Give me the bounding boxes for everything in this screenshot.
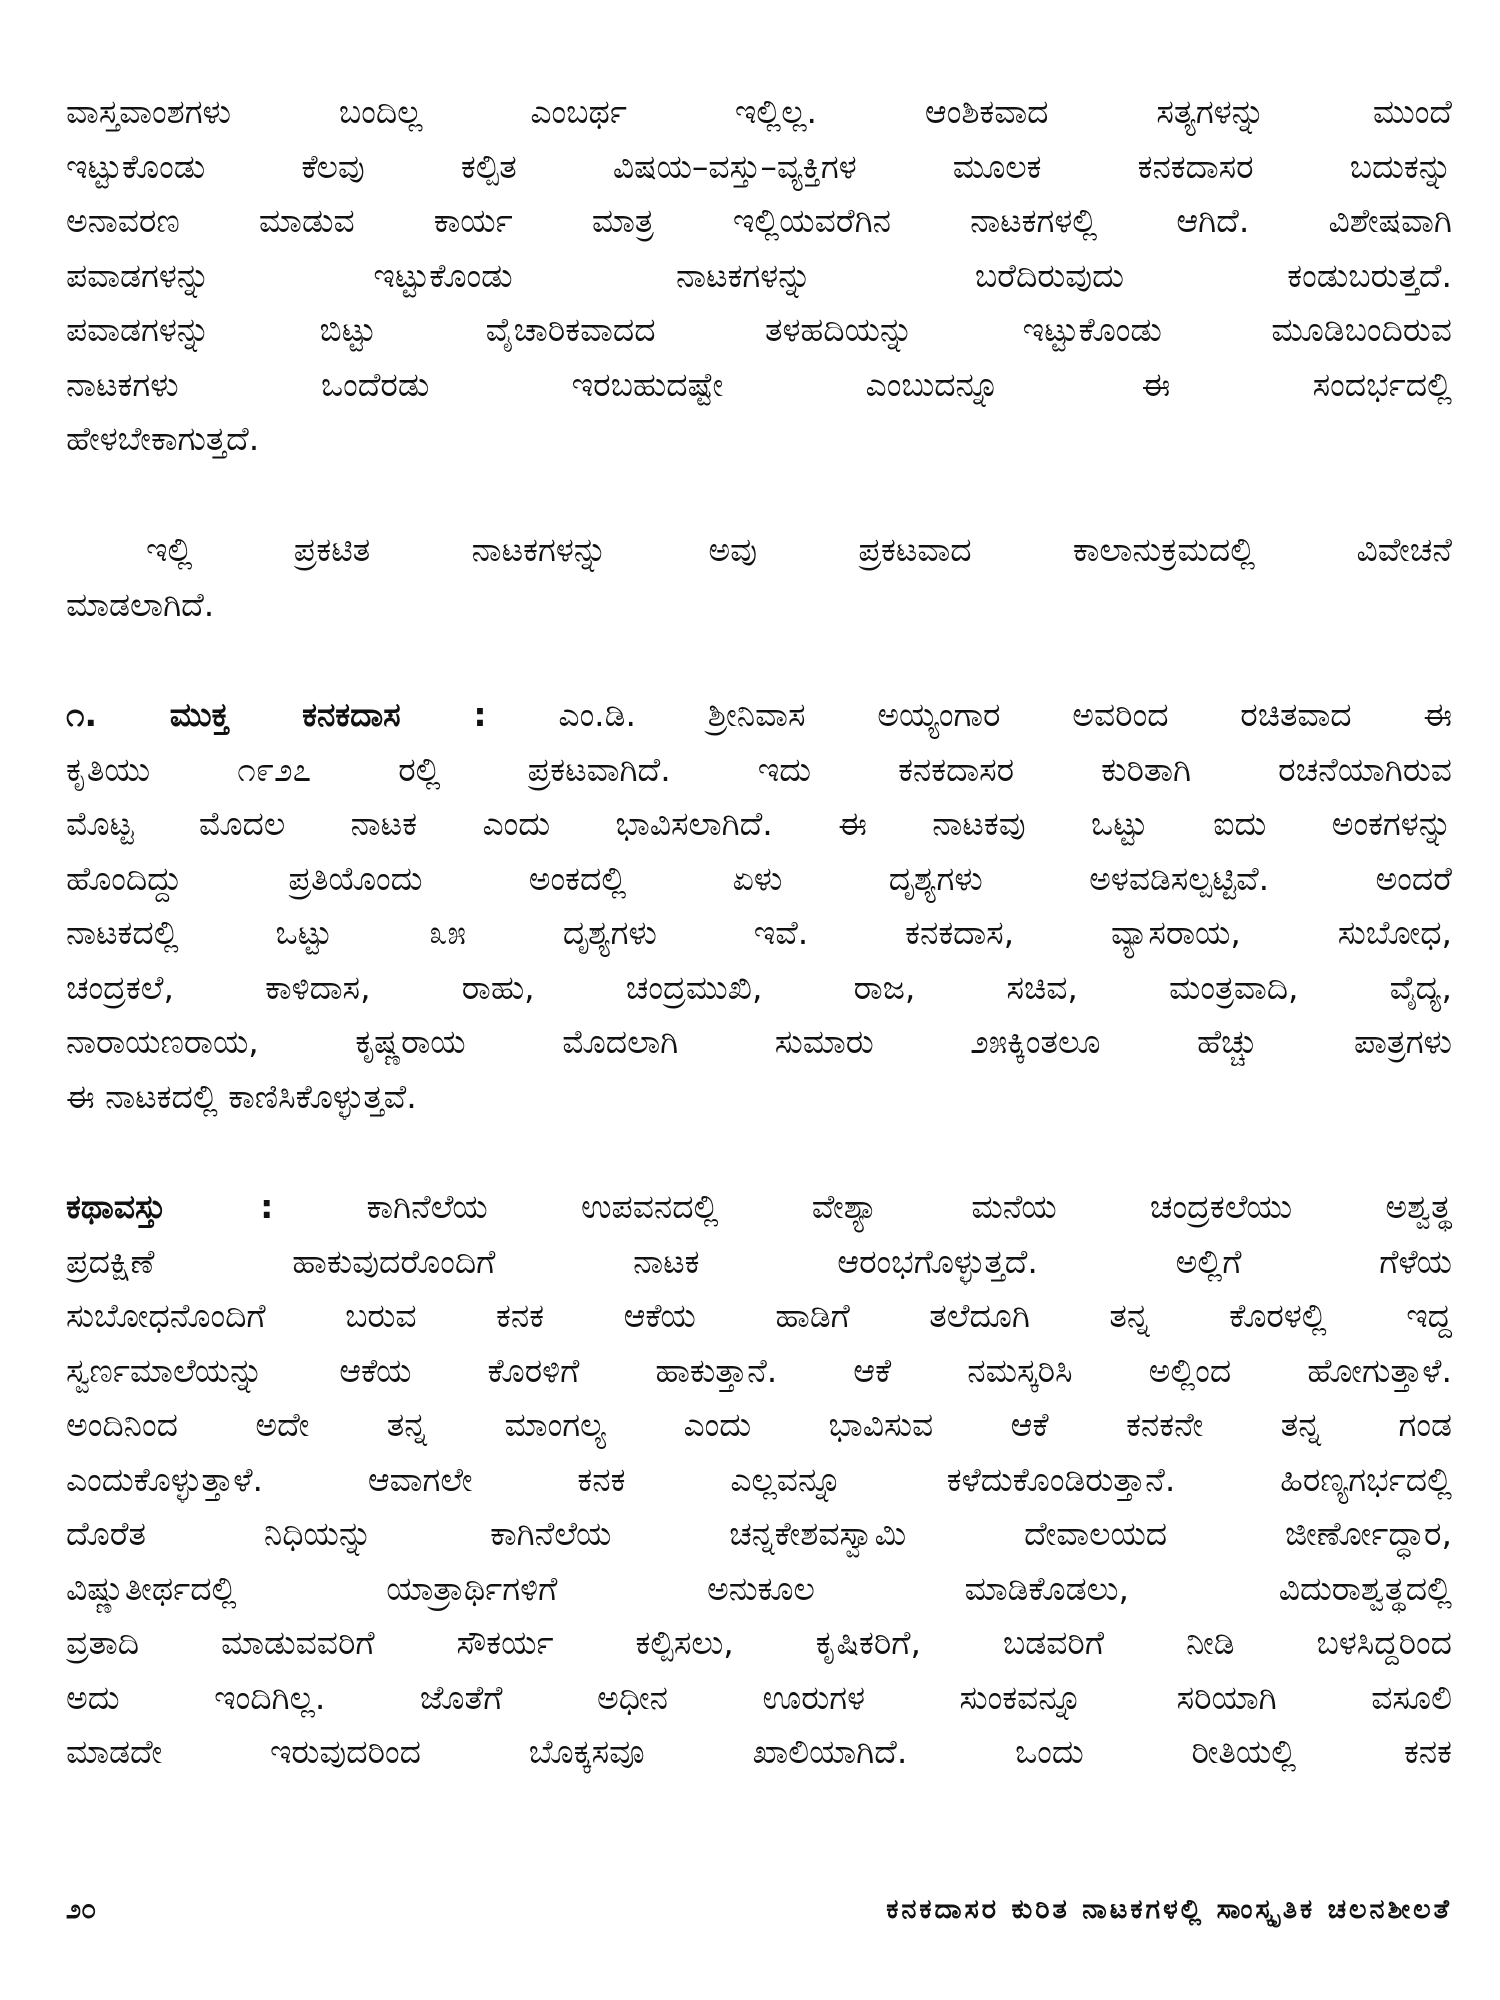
text-line: ಪ್ರದಕ್ಷಿಣೆ ಹಾಕುವುದರೊಂದಿಗೆ ನಾಟಕ ಆರಂಭಗೊಳ್ಳುತ್ತದೆ. ಅಲ್ಲಿಗೆ ಗೆಳೆಯ <box>66 1241 1452 1281</box>
paragraph-plot <box>66 1180 1452 1780</box>
running-title: ಕನಕದಾಸರ ಕುರಿತ ನಾಟಕಗಳಲ್ಲಿ ಸಾಂಸ್ಕೃತಿಕ ಚಲನಶೀಲತೆ <box>886 1894 1452 1925</box>
text-line: ಹೇಳಬೇಕಾಗುತ್ತದೆ. <box>66 419 260 458</box>
text-line: ಈ ನಾಟಕದಲ್ಲಿ ಕಾಣಿಸಿಕೊಳ್ಳುತ್ತವೆ. <box>66 1076 417 1116</box>
text-line: ನಾರಾಯಣರಾಯ, ಕೃಷ್ಣರಾಯ ಮೊದಲಾಗಿ ಸುಮಾರು ೨೫ಕ್ಕಿಂತಲೂ ಹೆಚ್ಚು ಪಾತ್ರಗಳು <box>66 1022 1452 1061</box>
text-line: ವ್ರತಾದಿ ಮಾಡುವವರಿಗೆ ಸೌಕರ್ಯ ಕಲ್ಪಿಸಲು, ಕೃಷಿಕರಿಗೆ, ಬಡವರಿಗೆ ನೀಡಿ ಬಳಸಿದ್ದರಿಂದ <box>66 1623 1452 1662</box>
text-line: ವಿಷ್ಣುತೀರ್ಥದಲ್ಲಿ ಯಾತ್ರಾರ್ಥಿಗಳಿಗೆ ಅನುಕೂಲ ಮಾಡಿಕೊಡಲು, ವಿದುರಾಶ್ವತ್ಥದಲ್ಲಿ <box>66 1568 1452 1608</box>
text-span: ಕಾಗಿನೆಲೆಯ ಉಪವನದಲ್ಲಿ ವೇಶ್ಯಾ ಮನೆಯ ಚಂದ್ರಕಲೆಯು ಅಶ್ವತ್ಥ <box>273 1187 1452 1226</box>
text-line: ಸುಬೋಧನೊಂದಿಗೆ ಬರುವ ಕನಕ ಆಕೆಯ ಹಾಡಿಗೆ ತಲೆದೂಗಿ ತನ್ನ ಕೊರಳಲ್ಲಿ ಇದ್ದ <box>66 1296 1452 1335</box>
section-heading: ೧. ಮುಕ್ತ ಕನಕದಾಸ : <box>66 695 487 734</box>
text-line: ಪವಾಡಗಳನ್ನು ಇಟ್ಟುಕೊಂಡು ನಾಟಕಗಳನ್ನು ಬರೆದಿರುವುದು ಕಂಡುಬರುತ್ತದೆ. <box>66 255 1452 295</box>
text-line: ನಾಟಕದಲ್ಲಿ ಒಟ್ಟು ೩೫ ದೃಶ್ಯಗಳು ಇವೆ. ಕನಕದಾಸ, ವ್ಯಾಸರಾಯ, ಸುಬೋಧ, <box>66 913 1452 952</box>
text-line: ಸ್ವರ್ಣಮಾಲೆಯನ್ನು ಆಕೆಯ ಕೊರಳಿಗೆ ಹಾಕುತ್ತಾನೆ. ಆಕೆ ನಮಸ್ಕರಿಸಿ ಅಲ್ಲಿಂದ ಹೋಗುತ್ತಾಳೆ. <box>66 1350 1452 1390</box>
text-line: ದೊರೆತ ನಿಧಿಯನ್ನು ಕಾಗಿನೆಲೆಯ ಚನ್ನಕೇಶವಸ್ವಾಮಿ ದೇವಾಲಯದ ಜೀರ್ಣೋದ್ಧಾರ, <box>66 1514 1452 1553</box>
text-line: ವಾಸ್ತವಾಂಶಗಳು ಬಂದಿಲ್ಲ ಎಂಬರ್ಥ ಇಲ್ಲಿಲ್ಲ. ಆಂಶಿಕವಾದ ಸತ್ಯಗಳನ್ನು ಮುಂದೆ <box>66 92 1452 131</box>
text-span: ಎಂ.ಡಿ. ಶ್ರೀನಿವಾಸ ಅಯ್ಯಂಗಾರ ಅವರಿಂದ ರಚಿತವಾದ ಈ <box>486 695 1452 734</box>
text-line: ಮೊಟ್ಟ ಮೊದಲ ನಾಟಕ ಎಂದು ಭಾವಿಸಲಾಗಿದೆ. ಈ ನಾಟಕವು ಒಟ್ಟು ಐದು ಅಂಕಗಳನ್ನು <box>66 804 1452 843</box>
text-line: ಚಂದ್ರಕಲೆ, ಕಾಳಿದಾಸ, ರಾಹು, ಚಂದ್ರಮುಖಿ, ರಾಜ, ಸಚಿವ, ಮಂತ್ರವಾದಿ, ವೈದ್ಯ, <box>66 967 1452 1007</box>
page-footer <box>66 1890 1452 1930</box>
page-number: ೨೦ <box>66 1894 97 1925</box>
paragraph-intro <box>66 85 1452 467</box>
text-line <box>66 688 1452 743</box>
text-line <box>66 1180 1452 1235</box>
text-line: ಕೃತಿಯು ೧೯೨೭ ರಲ್ಲಿ ಪ್ರಕಟವಾಗಿದೆ. ಇದು ಕನಕದಾಸರ ಕುರಿತಾಗಿ ರಚನೆಯಾಗಿರುವ <box>66 749 1452 789</box>
text-line: ಎಂದುಕೊಳ್ಳುತ್ತಾಳೆ. ಆವಾಗಲೇ ಕನಕ ಎಲ್ಲವನ್ನೂ ಕಳೆದುಕೊಂಡಿರುತ್ತಾನೆ. ಹಿರಣ್ಯಗರ್ಭದಲ್ಲಿ <box>66 1459 1452 1499</box>
text-line: ಅಂದಿನಿಂದ ಅದೇ ತನ್ನ ಮಾಂಗಲ್ಯ ಎಂದು ಭಾವಿಸುವ ಆಕೆ ಕನಕನೇ ತನ್ನ ಗಂಡ <box>66 1405 1452 1444</box>
text-line: ಅದು ಇಂದಿಗಿಲ್ಲ. ಜೊತೆಗೆ ಅಧೀನ ಊರುಗಳ ಸುಂಕವನ್ನೂ ಸರಿಯಾಗಿ ವಸೂಲಿ <box>66 1677 1452 1717</box>
text-line: ಹೊಂದಿದ್ದು ಪ್ರತಿಯೊಂದು ಅಂಕದಲ್ಲಿ ಏಳು ದೃಶ್ಯಗಳು ಅಳವಡಿಸಲ್ಪಟ್ಟಿವೆ. ಅಂದರೆ <box>66 858 1452 898</box>
text-line: ಇಲ್ಲಿ ಪ್ರಕಟಿತ ನಾಟಕಗಳನ್ನು ಅವು ಪ್ರಕಟವಾದ ಕಾಲಾನುಕ್ರಮದಲ್ಲಿ ವಿವೇಚನೆ <box>146 530 1452 569</box>
text-line: ಮಾಡದೇ ಇರುವುದರಿಂದ ಬೊಕ್ಕಸವೂ ಖಾಲಿಯಾಗಿದೆ. ಒಂದು ರೀತಿಯಲ್ಲಿ ಕನಕ <box>66 1732 1452 1771</box>
text-line: ನಾಟಕಗಳು ಒಂದೆರಡು ಇರಬಹುದಷ್ಟೇ ಎಂಬುದನ್ನೂ ಈ ಸಂದರ್ಭದಲ್ಲಿ <box>66 364 1452 404</box>
text-line: ಇಟ್ಟುಕೊಂಡು ಕೆಲವು ಕಲ್ಪಿತ ವಿಷಯ–ವಸ್ತು–ವ್ಯಕ್ತಿಗಳ ಮೂಲಕ ಕನಕದಾಸರ ಬದುಕನ್ನು <box>66 146 1452 186</box>
text-line: ಪವಾಡಗಳನ್ನು ಬಿಟ್ಟು ವೈಚಾರಿಕವಾದದ ತಳಹದಿಯನ್ನು ಇಟ್ಟುಕೊಂಡು ಮೂಡಿಬಂದಿರುವ <box>66 310 1452 349</box>
section-heading: ಕಥಾವಸ್ತು : <box>66 1187 274 1226</box>
paragraph-method <box>66 523 1452 632</box>
text-line: ಅನಾವರಣ ಮಾಡುವ ಕಾರ್ಯ ಮಾತ್ರ ಇಲ್ಲಿಯವರೆಗಿನ ನಾಟಕಗಳಲ್ಲಿ ಆಗಿದೆ. ವಿಶೇಷವಾಗಿ <box>66 201 1452 240</box>
paragraph-mukta-kanakadasa <box>66 688 1452 1124</box>
text-line: ಮಾಡಲಾಗಿದೆ. <box>66 584 215 624</box>
